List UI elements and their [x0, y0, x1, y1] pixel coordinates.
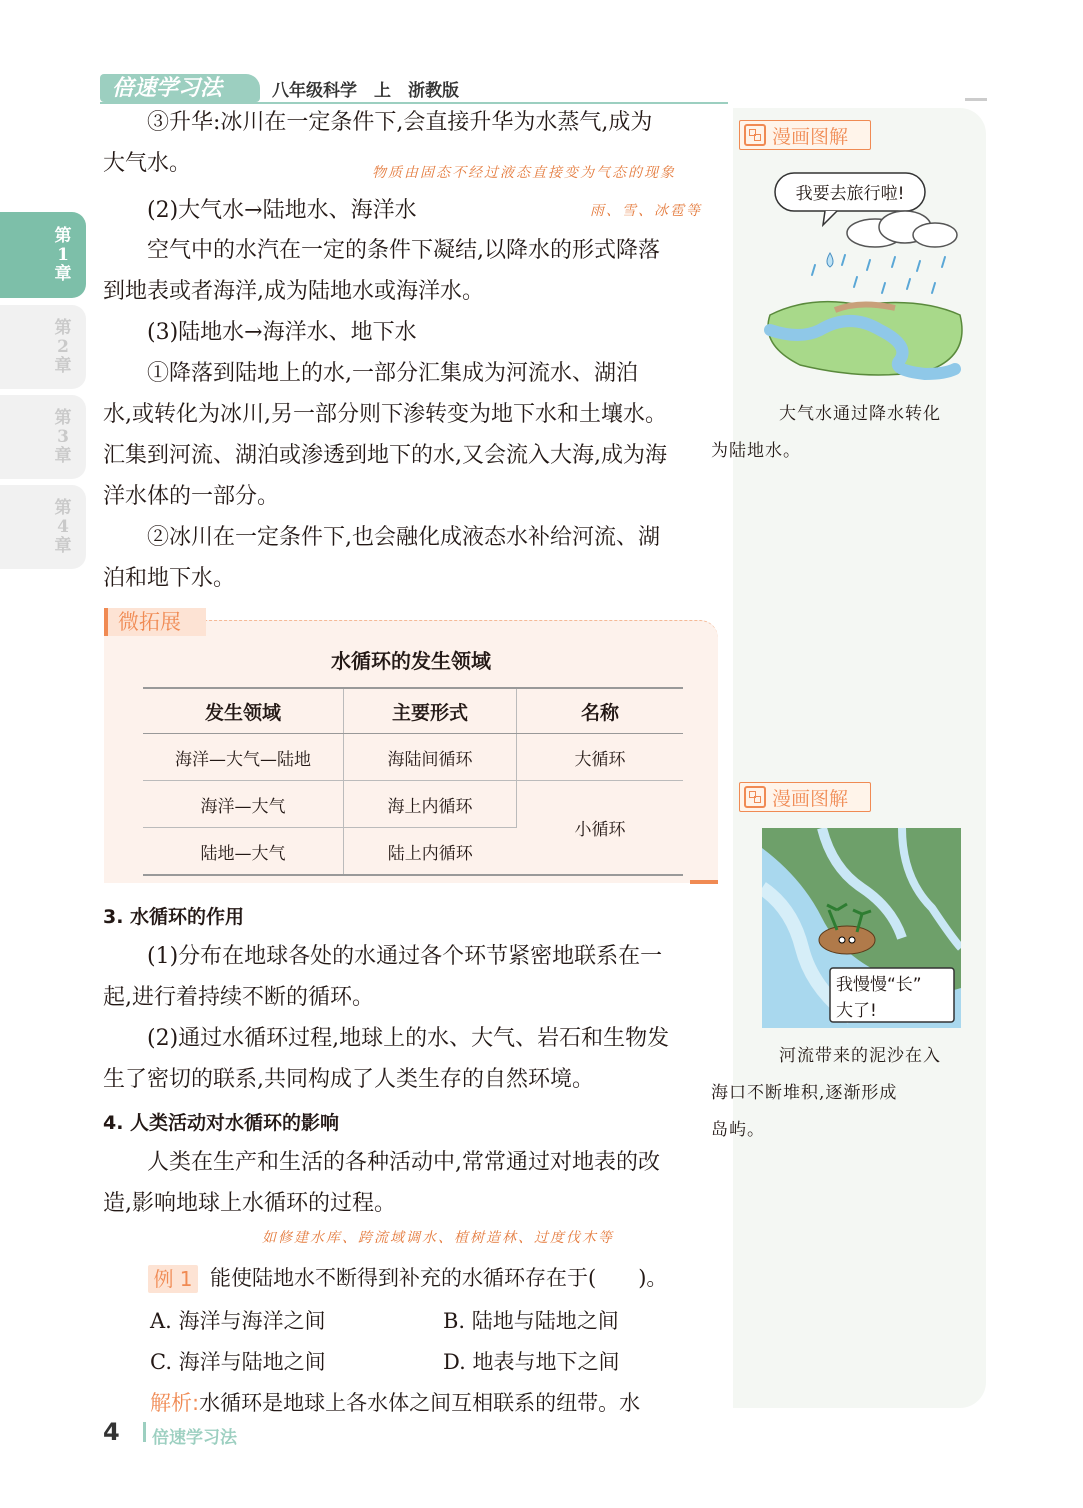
water-cycle-table	[143, 687, 683, 876]
comic-2-caption: 河流带来的泥沙在入 海口不断堆积,逐渐形成 岛屿。	[711, 1046, 941, 1140]
footer-brand: 倍速学习法	[152, 1428, 237, 1448]
heading-land-to-ocean: (3)陆地水→海洋水、地下水	[147, 320, 417, 345]
analysis-text: 水循环是地球上各水体之间互相联系的纽带。水	[199, 1391, 641, 1415]
option-b[interactable]: B. 陆地与陆地之间	[443, 1309, 619, 1333]
col-header-name: 名称	[517, 688, 684, 734]
analysis-label: 解析:	[150, 1391, 200, 1415]
chapter-tab-2[interactable]: 第 2 章	[0, 305, 86, 389]
cell-name: 小循环	[517, 781, 684, 876]
section-4-title: 4. 人类活动对水循环的影响	[103, 1112, 340, 1134]
header-title: 八年级科学 上 浙教版	[272, 81, 459, 101]
footer-divider	[143, 1422, 146, 1442]
option-c[interactable]: C. 海洋与陆地之间	[150, 1350, 326, 1374]
comic-badge-label: 漫画图解	[772, 125, 849, 148]
comic-island-illustration	[762, 828, 961, 1028]
comic-rain-illustration	[745, 165, 980, 385]
paragraph-glacier-melt: ②冰川在一定条件下,也会融化成液态水补给河流、湖 泊和地下水。	[103, 525, 660, 591]
annotation-precipitation: 雨、雪、冰雹等	[590, 203, 702, 219]
paragraph-precipitation: 空气中的水汽在一定的条件下凝结,以降水的形式降落 到地表或者海洋,成为陆地水或海洋水。	[103, 238, 660, 304]
comic-badge-label: 漫画图解	[772, 787, 849, 810]
paragraph-land-water: ①降落到陆地上的水,一部分汇集成为河流水、湖泊 水,或转化为冰川,另一部分则下渗转变为地下水和土壤水。 汇集到河流、湖泊或渗透到地下的水,又会流入大海,成为海 洋水体的一部分。	[103, 361, 667, 509]
header-brand: 倍速学习法	[100, 74, 260, 102]
example-tag: 例 1	[148, 1265, 198, 1293]
cell-form: 海上内循环	[344, 781, 517, 828]
table-title: 水循环的发生领域	[331, 649, 491, 673]
col-header-form: 主要形式	[344, 688, 517, 734]
cell-form: 海陆间循环	[344, 734, 517, 781]
section-4-paragraph: 人类在生产和生活的各种活动中,常常通过对地表的改 造,影响地球上水循环的过程。	[103, 1150, 660, 1216]
cell-area: 陆地—大气	[143, 828, 344, 876]
speech-bubble-2-line1: 我慢慢“长”	[836, 975, 922, 995]
header-divider-right	[965, 98, 987, 101]
table-row	[143, 781, 683, 828]
chapter-tab-4[interactable]: 第 4 章	[0, 485, 86, 569]
annotation-human-activities: 如修建水库、跨流域调水、植树造林、过度伐木等	[262, 1230, 614, 1246]
page-number: 4	[103, 1418, 120, 1446]
speech-bubble-1-text: 我要去旅行啦!	[795, 184, 905, 204]
comic-badge-1	[739, 120, 871, 150]
cell-name: 大循环	[517, 734, 684, 781]
speech-bubble-2-line2: 大了!	[836, 1001, 877, 1021]
option-a[interactable]: A. 海洋与海洋之间	[150, 1309, 326, 1333]
section-3-paragraph-2: (2)通过水循环过程,地球上的水、大气、岩石和生物发 生了密切的联系,共同构成了人类生存的自然环境。	[103, 1026, 670, 1092]
extension-bar	[690, 880, 718, 884]
cell-area: 海洋—大气—陆地	[143, 734, 344, 781]
chapter-tab-3[interactable]: 第 3 章	[0, 395, 86, 479]
analysis	[150, 1387, 640, 1417]
annotation-sublimation: 物质由固态不经过液态直接变为气态的现象	[372, 165, 676, 181]
section-3-title: 3. 水循环的作用	[103, 906, 245, 928]
example-question: 能使陆地水不断得到补充的水循环存在于( )。	[210, 1266, 668, 1290]
col-header-area: 发生领域	[143, 688, 344, 734]
table-header-row	[143, 688, 683, 734]
comic-badge-2	[739, 782, 871, 812]
heading-atmosphere-to-land: (2)大气水→陆地水、海洋水	[147, 198, 417, 223]
chapter-tab-1[interactable]: 第 1 章	[0, 212, 86, 298]
comic-icon	[744, 786, 766, 808]
comic-1-caption: 大气水通过降水转化 为陆地水。	[711, 404, 941, 461]
comic-icon	[744, 124, 766, 146]
extension-tab: 微拓展	[104, 608, 206, 636]
paragraph-sublimation: ③升华:冰川在一定条件下,会直接升华为水蒸气,成为 大气水。	[103, 110, 653, 176]
cell-area: 海洋—大气	[143, 781, 344, 828]
cell-form: 陆上内循环	[344, 828, 517, 876]
table-row	[143, 734, 683, 781]
option-d[interactable]: D. 地表与地下之间	[443, 1350, 620, 1374]
section-3-paragraph-1: (1)分布在地球各处的水通过各个环节紧密地联系在一 起,进行着持续不断的循环。	[103, 944, 663, 1010]
